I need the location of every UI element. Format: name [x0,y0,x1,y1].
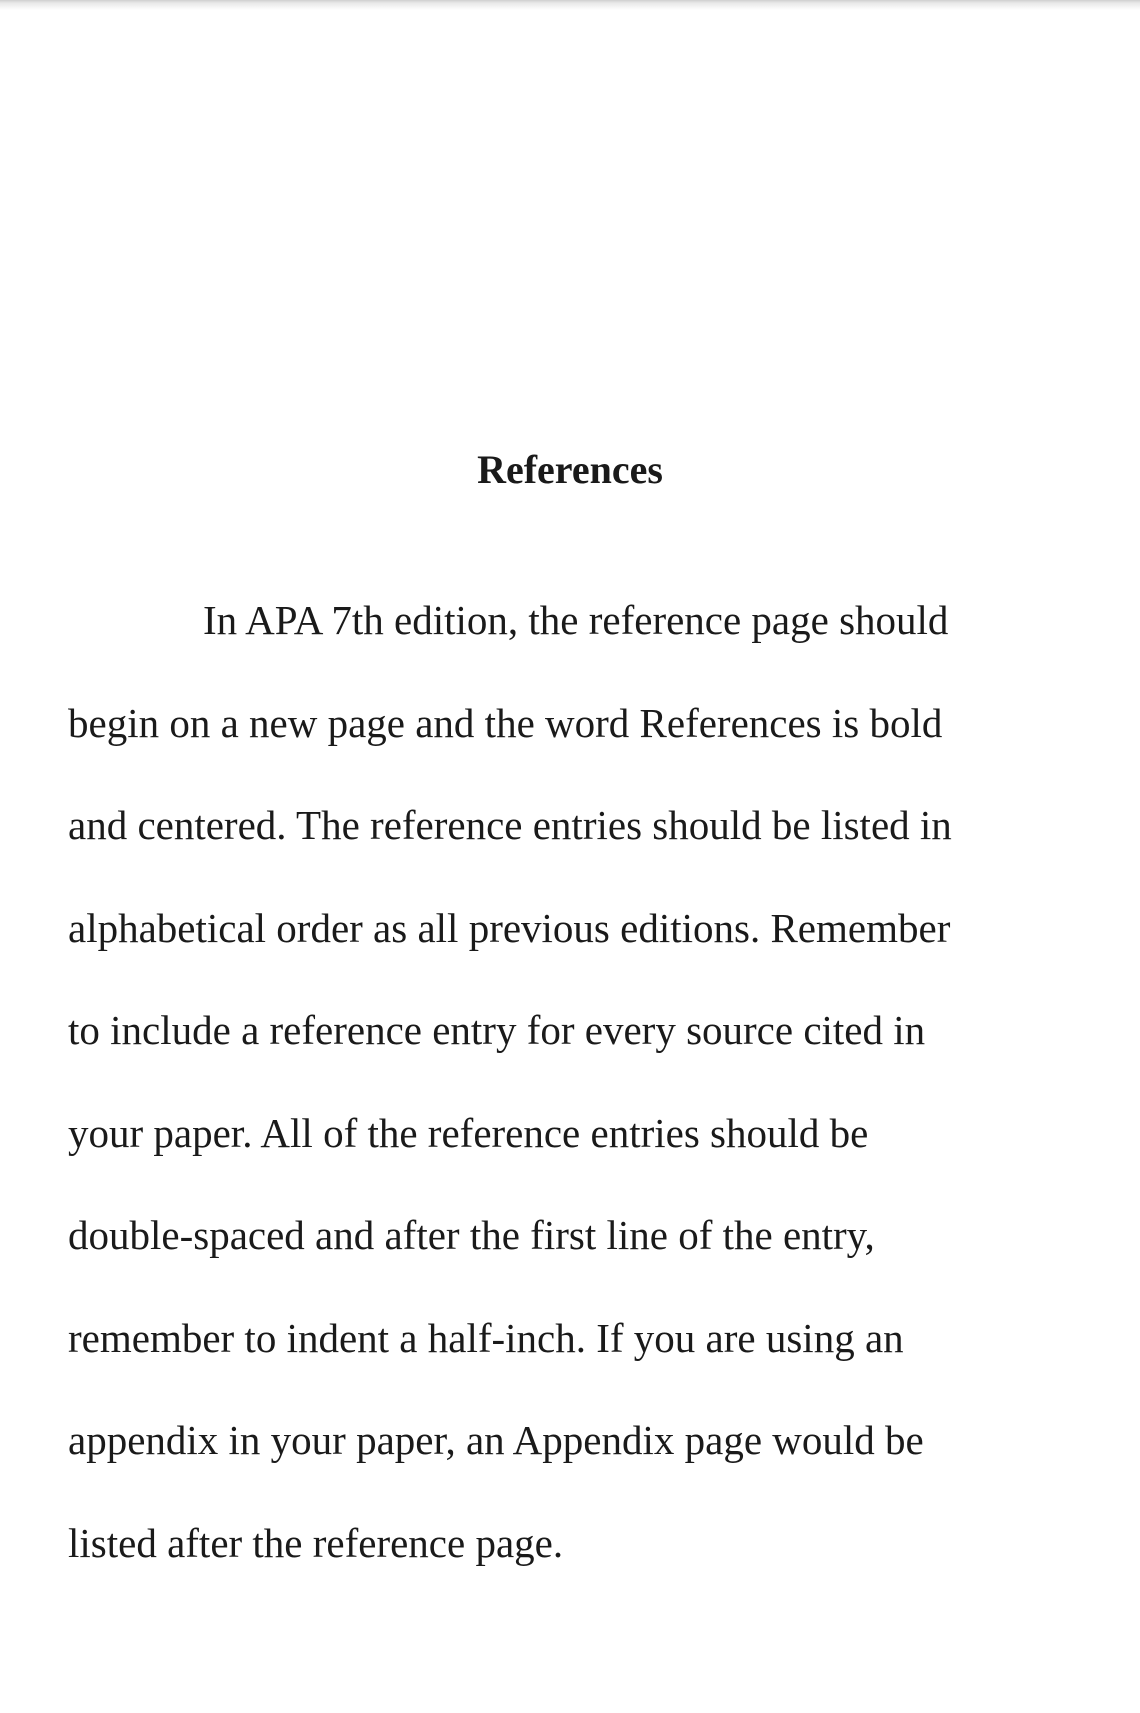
paragraph-line: to include a reference entry for every source cited in [68,1007,926,1053]
paragraph-line: begin on a new page and the word References is bold [68,699,943,746]
paragraph-line: alphabetical order as all previous editions. Remember [68,904,951,951]
body-paragraph [68,587,1078,1612]
paragraph-line: double-spaced and after the first line of the entry, [68,1212,875,1258]
paragraph-line: appendix in your paper, an Appendix page would be [68,1417,924,1463]
paragraph-line: and centered. The reference entries should be listed in [68,802,952,848]
paragraph-line: In APA 7th edition, the reference page should [203,597,949,643]
paragraph-line: listed after the reference page. [68,1519,564,1566]
page-title: References [477,447,663,492]
paragraph-line: your paper. All of the reference entries should be [68,1109,869,1156]
paragraph-line: remember to indent a half-inch. If you are using an [68,1314,904,1361]
